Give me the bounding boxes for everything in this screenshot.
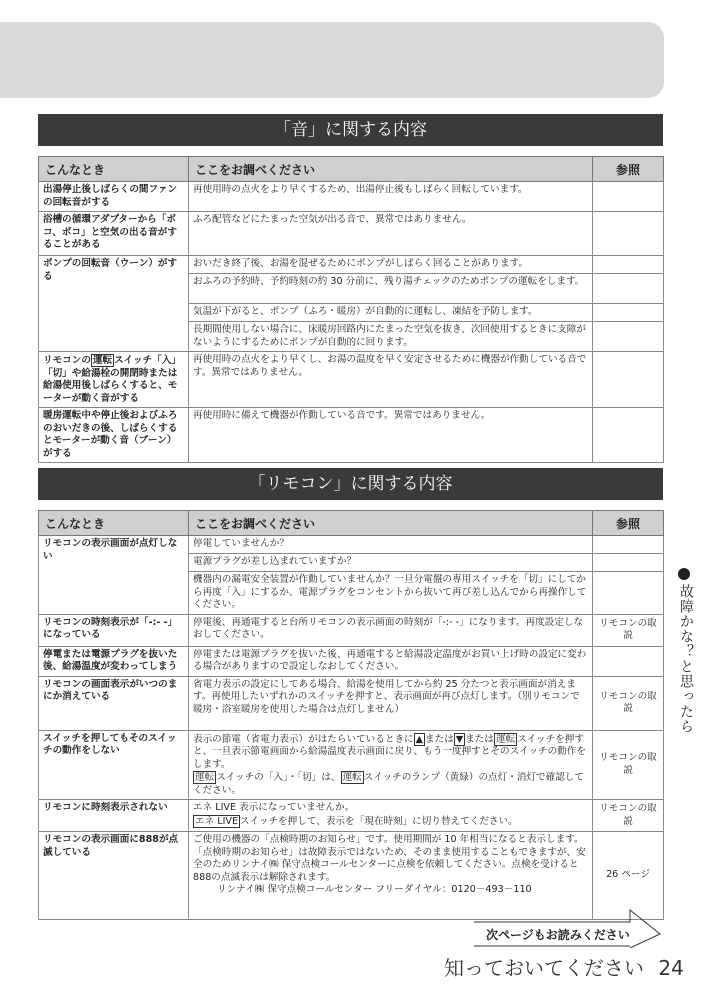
col-header-check: ここをお調べください (189, 511, 593, 536)
page-footer (444, 952, 684, 981)
col-header-cond: こんなとき (39, 157, 189, 182)
table-row: 浴槽の循環アダプターから「ボコ、ボコ」と空気の出る音がすることがある ふろ配管などにたまった空気が出る音で、異常ではありません。 (39, 212, 664, 256)
table-row: スイッチを押してもそのスイッチの動作をしない 表示の節電（省電力表示）がはたらいているときに ▲ または ▼ または 運転 スイッチを押すと、一旦表示節電画面から給湯温度表示画面に戻り、もう一度押すとそのスイッチの動作をします。 運転 スイッチの「入」・「切」は、 運転 スイッチのランプ（黄緑）の点灯・消灯で確認してください。 リモコンの取説 (39, 730, 664, 800)
table-row: 長期間使用しない場合に、床暖房回路内にたまった空気を抜き、次回使用するときに支障がないようにするためにポンプが自動的に回ります。 (39, 322, 664, 352)
table-row: リモコンの表示画面に888が点滅している ご使用の機器の「点検時期のお知らせ」です。使用期間が 10 年相当になると表示します。「点検時期のお知らせ」は故障表示ではないため、そのまま使用することもできますが、安全のためリンナイ㈱ 保守点検コールセンターに点検を依頼してください。点検を受けると888の点滅表示は解除されます。 リンナイ㈱ 保守点検コールセンター フリーダイヤル：0120－493－110 26 ページ (39, 832, 664, 920)
table-row: ポンプの回転音（ウーン）がする おいだき終了後、お湯を混ぜるためにポンプがしばらく回ることがあります。 (39, 256, 664, 274)
table-row: 停電または電源プラグを抜いた後、給湯温度が変わってしまう 停電または電源プラグを抜いた後、再通電すると給湯設定温度がお買い上げ時の設定に変わる場合がありますので設定しなおしてください。 (39, 646, 664, 676)
table-row: リモコンの表示画面が点灯しない 停電していませんか？ (39, 536, 664, 554)
remote-table (38, 510, 664, 920)
table-row: リモコンの時刻表示が「-:- -」になっている 停電後、再通電すると台所リモコンの表示画面の時刻が「-:- -」になります。再度設定しなおしてください。 リモコンの取説 (39, 614, 664, 646)
run-key-label: 運転 (342, 772, 362, 783)
down-key-label: ▼ (455, 733, 464, 745)
footer-title: 知っておいてください (444, 956, 644, 980)
sound-table (38, 156, 664, 463)
ene-live-key-label: エネ LIVE (195, 815, 239, 827)
table-row: 電源プラグが差し込まれていますか？ (39, 554, 664, 572)
side-label: 故障かな？と思ったら (676, 568, 696, 734)
table-row: リモコンの 運転 スイッチ「入」「切」や給湯栓の開閉時または給湯使用後しばらくすると、モーターが動く音がする 再使用時の点火をより早くし、お湯の温度を早く安定させるために機器が作動している音です。異常ではありません。 (39, 352, 664, 408)
col-header-cond: こんなとき (39, 511, 189, 536)
contact-line: リンナイ㈱ 保守点検コールセンター フリーダイヤル：0120－493－110 (217, 884, 532, 895)
sound-section-title: 「音」に関する内容 (38, 114, 663, 146)
table-row: 出湯停止後しばらくの間ファンの回転音がする 再使用時の点火をより早くするため、出湯停止後もしばらく回転しています。 (39, 182, 664, 212)
col-header-ref: 参照 (593, 511, 664, 536)
run-key-label: 運転 (496, 733, 516, 745)
col-header-check: ここをお調べください (189, 157, 593, 182)
header-band (0, 22, 664, 98)
table-row: おふろの予約時、予約時刻の約 30 分前に、残り湯チェックのためポンプの運転をします。 (39, 274, 664, 304)
next-page-note: 次ページもお読みください (472, 922, 642, 946)
table-row: 気温が下がると、ポンプ（ふろ・暖房）が自動的に運転し、凍結を予防します。 (39, 304, 664, 322)
up-key-label: ▲ (415, 733, 424, 745)
page-number: 24 (658, 956, 684, 980)
table-row: リモコンに時刻表示されない エネ LIVE 表示になっていませんか。 エネ LIVE スイッチを押して、表示を「現在時刻」に切り替えてください。 リモコンの取説 (39, 800, 664, 832)
bullet-dot-icon (678, 568, 690, 580)
run-key-label: 運転 (92, 355, 113, 366)
remote-section-title: 「リモコン」に関する内容 (38, 468, 663, 500)
table-row: 暖房運転中や停止後およびふろのおいだきの後、しばらくするとモーターが動く音（ブーン）がする 再使用時に備えて機器が作動している音です。異常ではありません。 (39, 408, 664, 463)
run-key-label: 運転 (195, 772, 215, 783)
table-row: 機器内の漏電安全装置が作動していませんか？一旦分電盤の専用スイッチを「切」にしてから再度「入」にするか、電源プラグをコンセントから抜いて再び差し込んでから再操作してください。 (39, 572, 664, 615)
table-row: リモコンの画面表示がいつのまにか消えている 省電力表示の設定にしてある場合、給湯を使用してから約 25 分たつと表示画面が消えます。再使用したいずれかのスイッチを押すと、表示画面が再び点灯します。（別リモコンで暖房・浴室暖房を使用した場合は点灯しません） リモコンの取説 (39, 676, 664, 730)
col-header-ref: 参照 (593, 157, 664, 182)
